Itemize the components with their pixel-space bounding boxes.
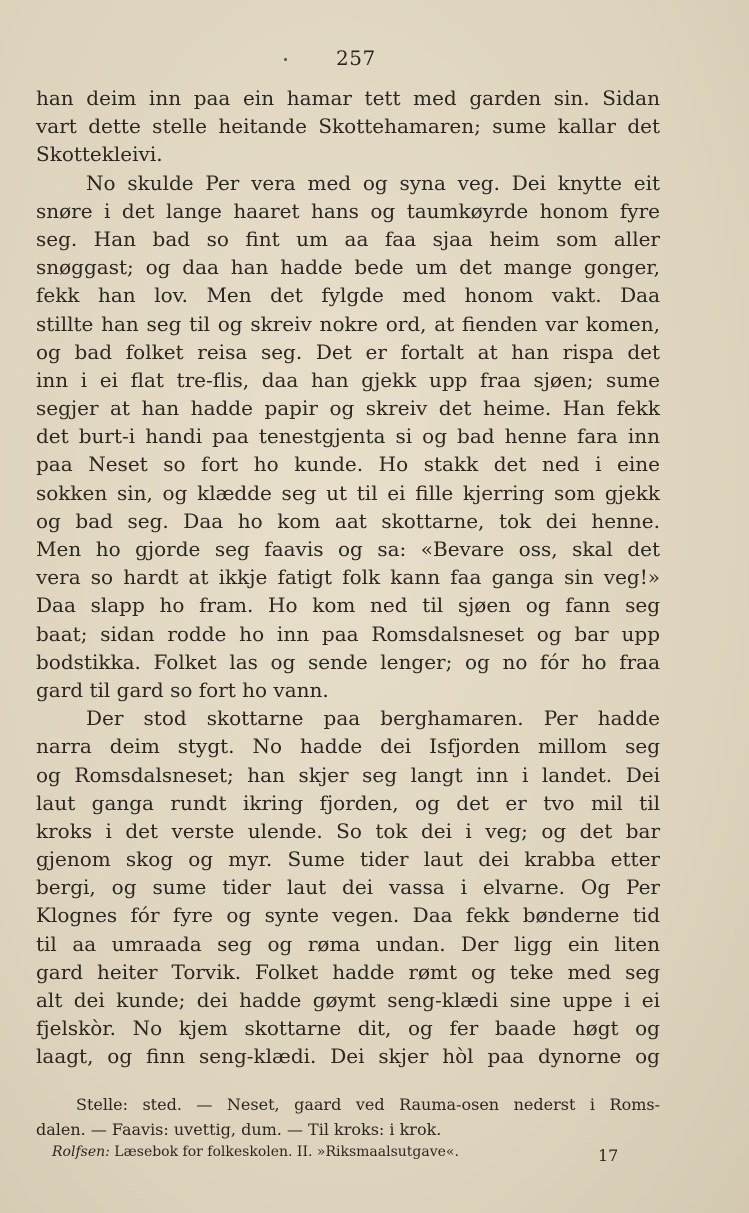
text-line: baat; sidan rodde ho inn paa Romsdalsneset og bar upp	[36, 621, 660, 646]
text-line: kroks i det verste ulende. So tok dei i veg; og det bar	[36, 818, 660, 843]
print-mark	[284, 58, 287, 61]
text-line: paa Neset so fort ho kunde. Ho stakk det ned i eine	[36, 452, 660, 477]
text-line: Men ho gjorde seg faavis og sa: «Bevare oss, skal det	[36, 537, 660, 561]
footnote-line: dalen. — Faavis: uvettig, dum. — Til kroks: i krok.	[36, 1120, 442, 1139]
text-line: til aa umraada seg og røma undan. Der ligg ein liten	[36, 931, 660, 956]
text-line: fjelskòr. No kjem skottarne dit, og fer baade høgt og	[36, 1016, 660, 1041]
text-line: No skulde Per vera med og syna veg. Dei knytte eit	[86, 170, 660, 195]
text-line: vart dette stelle heitande Skottehamaren; sume kallar det	[36, 114, 660, 139]
text-line: gard til gard so fort ho vann.	[36, 677, 329, 702]
text-line: Klognes fór fyre og synte vegen. Daa fekk bønderne tid	[36, 903, 660, 928]
page-number: 257	[336, 46, 376, 70]
footer-title: Læsebok for folkeskolen. II. »Riksmaalsutgave«.	[114, 1144, 459, 1160]
text-line: alt dei kunde; dei hadde gøymt seng-klædi sine uppe i ei	[36, 988, 660, 1012]
text-line: inn i ei flat tre-flis, daa han gjekk upp fraa sjøen; sume	[36, 367, 660, 392]
text-line: fekk han lov. Men det fylgde med honom vakt. Daa	[36, 283, 660, 308]
footer-credit	[52, 1144, 459, 1160]
text-line: og Romsdalsneset; han skjer seg langt inn i landet. Dei	[36, 762, 660, 787]
text-line: gard heiter Torvik. Folket hadde rømt og teke med seg	[36, 959, 660, 984]
text-line: det burt-i handi paa tenestgjenta si og bad henne fara inn	[36, 424, 660, 449]
text-line: Der stod skottarne paa berghamaren. Per hadde	[86, 706, 660, 731]
text-line: Daa slapp ho fram. Ho kom ned til sjøen og fann seg	[36, 593, 660, 618]
text-line: snøggast; og daa han hadde bede um det mange gonger,	[36, 255, 660, 280]
text-line: laut ganga rundt ikring fjorden, og det er tvo mil til	[36, 790, 660, 815]
text-line: Skottekleivi.	[36, 142, 163, 167]
text-line: gjenom skog og myr. Sume tider laut dei krabba etter	[36, 847, 660, 872]
footer-author: Rolfsen:	[52, 1144, 110, 1160]
text-line: bodstikka. Folket las og sende lenger; og no fór ho fraa	[36, 649, 660, 674]
text-line: seg. Han bad so fint um aa faa sjaa heim som aller	[36, 226, 660, 251]
footnote-line: Stelle: sted. — Neset, gaard ved Rauma-osen nederst i Roms-	[76, 1095, 660, 1114]
text-line: vera so hardt at ikkje fatigt folk kann faa ganga sin veg!»	[36, 565, 660, 590]
footnotes	[36, 1092, 660, 1142]
text-line: sokken sin, og klædde seg ut til ei fille kjerring som gjekk	[36, 480, 660, 505]
text-line: og bad folket reisa seg. Det er fortalt at han rispa det	[36, 339, 660, 364]
text-line: og bad seg. Daa ho kom aat skottarne, tok dei henne.	[36, 508, 660, 533]
signature-mark: 17	[598, 1146, 619, 1165]
text-line: snøre i det lange haaret hans og taumkøyrde honom fyre	[36, 198, 660, 223]
text-line: segjer at han hadde papir og skreiv det heime. Han fekk	[36, 396, 660, 421]
text-line: han deim inn paa ein hamar tett med garden sin. Sidan	[36, 86, 660, 110]
text-line: bergi, og sume tider laut dei vassa i elvarne. Og Per	[36, 875, 660, 900]
body-text	[36, 84, 660, 1071]
text-line: narra deim stygt. No hadde dei Isfjorden millom seg	[36, 734, 660, 759]
text-line: laagt, og finn seng-klædi. Dei skjer hòl paa dynorne og	[36, 1044, 660, 1069]
text-line: stillte han seg til og skreiv nokre ord, at fienden var komen,	[36, 311, 660, 336]
